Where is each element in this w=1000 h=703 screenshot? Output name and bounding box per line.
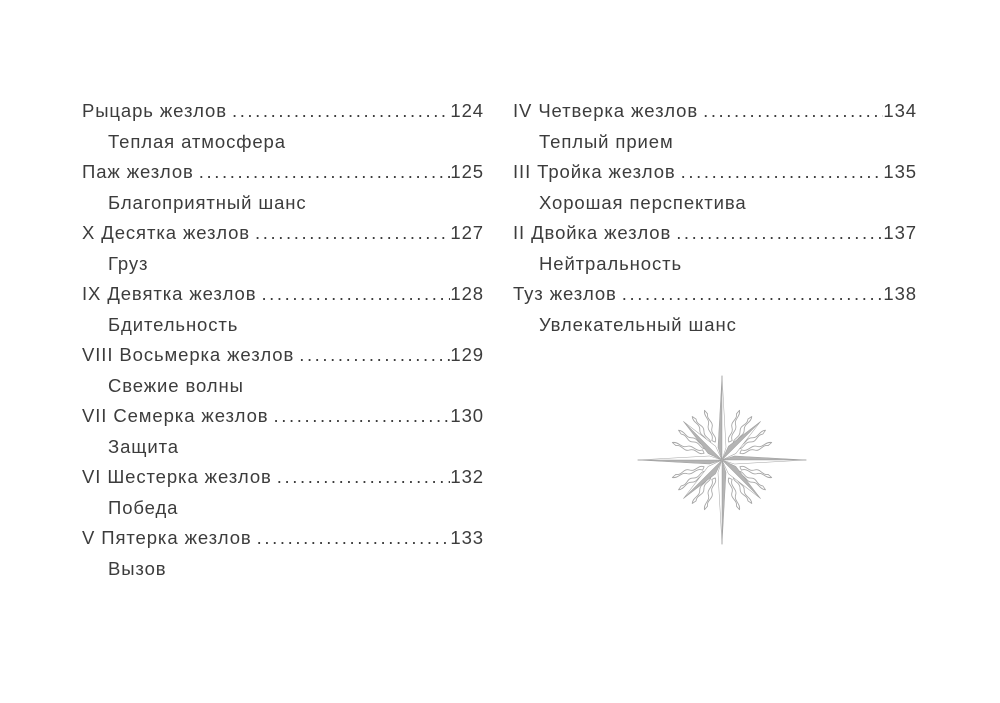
- toc-entry-title: Паж жезлов: [82, 161, 194, 182]
- toc-entry-page-number: 130: [450, 405, 484, 426]
- toc-entry: [513, 157, 917, 188]
- toc-entry-subtitle: Хорошая перспектива: [539, 191, 747, 213]
- toc-entry-subtitle: Груз: [108, 252, 149, 274]
- dot-leader: [250, 218, 450, 249]
- toc-entry-subtitle: Увлекательный шанс: [539, 313, 737, 335]
- dot-leader: [252, 523, 451, 554]
- toc-entry: [513, 279, 917, 310]
- toc-entry-subtitle: Теплая атмосфера: [108, 130, 286, 152]
- toc-entry-page-number: 129: [450, 344, 484, 365]
- toc-entry-subtitle: Вызов: [108, 557, 167, 579]
- dot-leader: [698, 96, 883, 127]
- toc-entry-title: III Тройка жезлов: [513, 161, 676, 182]
- toc-entry: [82, 340, 484, 371]
- toc-entry-subtitle: Бдительность: [108, 313, 239, 335]
- toc-column-left: [82, 96, 484, 703]
- toc-entry-page-number: 125: [450, 161, 484, 182]
- toc-entry-page-number: 127: [450, 222, 484, 243]
- dot-leader: [676, 157, 884, 188]
- toc-entry-title: V Пятерка жезлов: [82, 527, 252, 548]
- toc-entry: [82, 401, 484, 432]
- toc-entry: [513, 96, 917, 127]
- toc-entry: [82, 157, 484, 188]
- toc-entry-title: Туз жезлов: [513, 283, 617, 304]
- dot-leader: [671, 218, 883, 249]
- toc-entry: [82, 279, 484, 310]
- toc-entry-page-number: 124: [450, 100, 484, 121]
- toc-entry-page-number: 132: [450, 466, 484, 487]
- toc-entry-title: II Двойка жезлов: [513, 222, 672, 243]
- toc-entry-subtitle: Благоприятный шанс: [108, 191, 307, 213]
- toc-column-right: [513, 96, 917, 703]
- toc-entry-subtitle: Теплый прием: [539, 130, 674, 152]
- toc-entry-title: X Десятка жезлов: [82, 222, 251, 243]
- toc-entry-title: VIII Восьмерка жезлов: [82, 344, 295, 365]
- toc-entry: [82, 218, 484, 249]
- toc-entries-right: [513, 96, 917, 340]
- toc-entry-page-number: 135: [883, 161, 917, 182]
- toc-entry-title: VII Семерка жезлов: [82, 405, 269, 426]
- dot-leader: [256, 279, 450, 310]
- dot-leader: [194, 157, 451, 188]
- dot-leader: [269, 401, 451, 432]
- toc-entry-subtitle: Свежие волны: [108, 374, 244, 396]
- toc-entry-title: Рыцарь жезлов: [82, 100, 227, 121]
- toc-entry-title: IX Девятка жезлов: [82, 283, 257, 304]
- toc-entry-title: IV Четверка жезлов: [513, 100, 699, 121]
- toc-entry-subtitle: Победа: [108, 496, 179, 518]
- toc-entry: [82, 523, 484, 554]
- toc-entry-subtitle: Нейтральность: [539, 252, 683, 274]
- toc-entry-title: VI Шестерка жезлов: [82, 466, 272, 487]
- toc-entry-page-number: 137: [883, 222, 917, 243]
- dot-leader: [294, 340, 450, 371]
- dot-leader: [617, 279, 884, 310]
- toc-entry-page-number: 138: [883, 283, 917, 304]
- toc-entry: [82, 96, 484, 127]
- toc-entry-page-number: 133: [450, 527, 484, 548]
- toc-entry-page-number: 128: [450, 283, 484, 304]
- toc-entry-page-number: 134: [883, 100, 917, 121]
- dot-leader: [272, 462, 451, 493]
- dot-leader: [227, 96, 450, 127]
- star-ornament-container: [513, 369, 917, 551]
- toc-entry: [82, 462, 484, 493]
- star-ornament: [631, 369, 813, 551]
- toc-entry-subtitle: Защита: [108, 435, 179, 457]
- toc-entry: [513, 218, 917, 249]
